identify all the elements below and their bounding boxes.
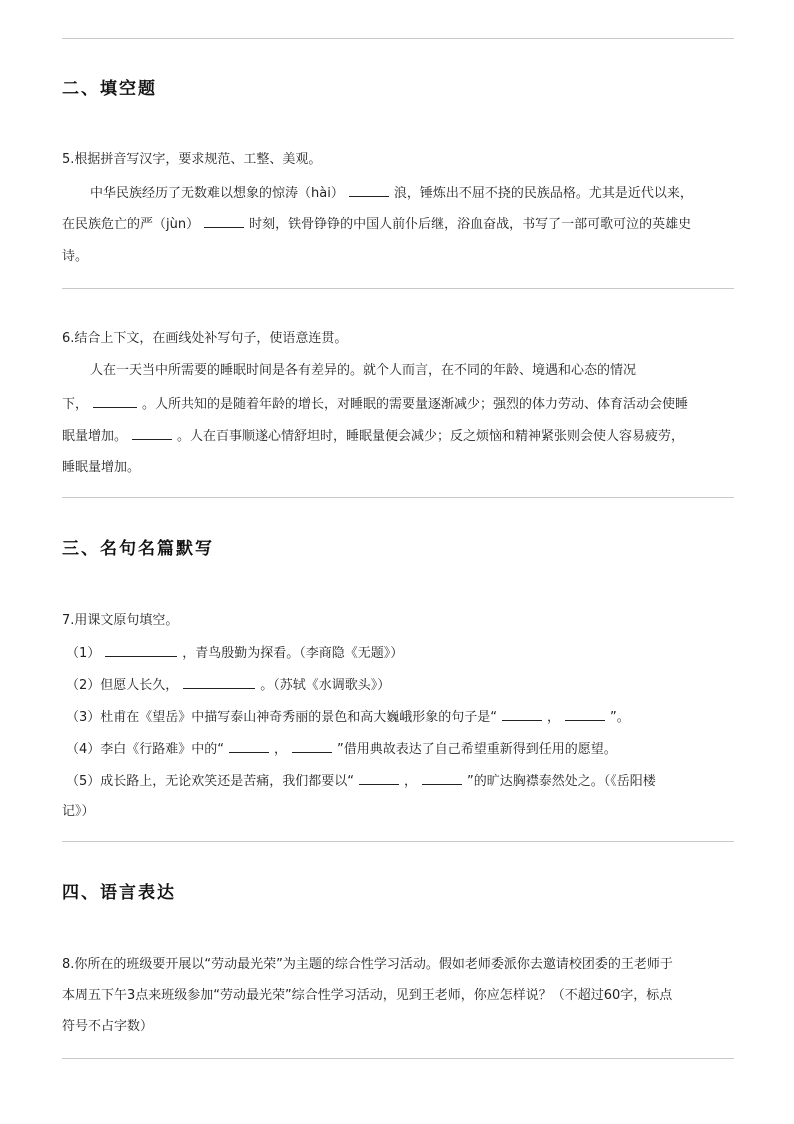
divider bbox=[62, 1058, 734, 1059]
q7-stem: 7.用课文原句填空。 bbox=[62, 613, 179, 628]
divider bbox=[62, 497, 734, 498]
answer-blank[interactable] bbox=[349, 185, 389, 197]
q5-line-1: 中华民族经历了无数难以想象的惊涛（hài） 浪，锤炼出不屈不挠的民族品格。尤其是近代以来， bbox=[90, 186, 693, 201]
answer-blank[interactable] bbox=[292, 741, 332, 753]
answer-blank[interactable] bbox=[204, 216, 244, 228]
answer-blank[interactable] bbox=[359, 773, 399, 785]
q8-line-2: 本周五下午3点来班级参加“劳动最光荣”综合性学习活动，见到王老师，你应怎样说？（不超过60字，标点 bbox=[62, 988, 673, 1003]
section-title-recitation: 三、名句名篇默写 bbox=[62, 539, 214, 559]
answer-blank[interactable] bbox=[422, 773, 462, 785]
divider bbox=[62, 288, 734, 289]
q8-line-1: 8.你所在的班级要开展以“劳动最光荣”为主题的综合性学习活动。假如老师委派你去邀请校团委的王老师于 bbox=[62, 957, 673, 972]
answer-blank[interactable] bbox=[93, 396, 137, 408]
q6-line-1: 人在一天当中所需要的睡眠时间是各有差异的。就个人而言，在不同的年龄、境遇和心态的情况 bbox=[90, 363, 637, 378]
q7-item-2: （2）但愿人长久， 。（苏轼《水调歌头》） bbox=[66, 678, 391, 693]
answer-blank[interactable] bbox=[565, 709, 605, 721]
answer-blank[interactable] bbox=[183, 677, 255, 689]
q6-line-4: 睡眠量增加。 bbox=[62, 460, 141, 475]
q7-item-5: （5）成长路上，无论欢笑还是苦痛，我们都要以“ ， ”的旷达胸襟泰然处之。（《岳阳楼 bbox=[66, 774, 656, 789]
q5-line-3: 诗。 bbox=[62, 249, 89, 264]
q6-line-2: 下， 。人所共知的是随着年龄的增长，对睡眠的需要量逐渐减少；强烈的体力劳动、体育活动会使睡 bbox=[62, 397, 689, 412]
q7-item-4: （4）李白《行路难》中的“ ， ”借用典故表达了自己希望重新得到任用的愿望。 bbox=[66, 742, 617, 757]
q7-item-5-cont: 记》） bbox=[62, 804, 95, 819]
q8-line-3: 符号不占字数） bbox=[62, 1019, 154, 1034]
q7-item-3: （3）杜甫在《望岳》中描写泰山神奇秀丽的景色和高大巍峨形象的句子是“ ， ”。 bbox=[66, 710, 630, 725]
q6-stem: 6.结合上下文，在画线处补写句子，使语意连贯。 bbox=[62, 331, 348, 346]
answer-blank[interactable] bbox=[105, 645, 177, 657]
section-title-language-expression: 四、语言表达 bbox=[62, 883, 176, 903]
q5-stem: 5.根据拼音写汉字，要求规范、工整、美观。 bbox=[62, 152, 322, 167]
answer-blank[interactable] bbox=[502, 709, 542, 721]
q7-item-1: （1） ，青鸟殷勤为探看。（李商隐《无题》） bbox=[66, 646, 404, 661]
q6-line-3: 眠量增加。 。人在百事顺遂心情舒坦时，睡眠量便会减少；反之烦恼和精神紧张则会使人容易疲劳， bbox=[62, 429, 685, 444]
answer-blank[interactable] bbox=[229, 741, 269, 753]
q5-line-2: 在民族危亡的严（jùn） 时刻，铁骨铮铮的中国人前仆后继，浴血奋战，书写了一部可歌可泣的英雄史 bbox=[62, 217, 692, 232]
divider bbox=[62, 38, 734, 39]
divider bbox=[62, 841, 734, 842]
section-title-fill-blank: 二、填空题 bbox=[62, 79, 157, 99]
answer-blank[interactable] bbox=[132, 428, 172, 440]
